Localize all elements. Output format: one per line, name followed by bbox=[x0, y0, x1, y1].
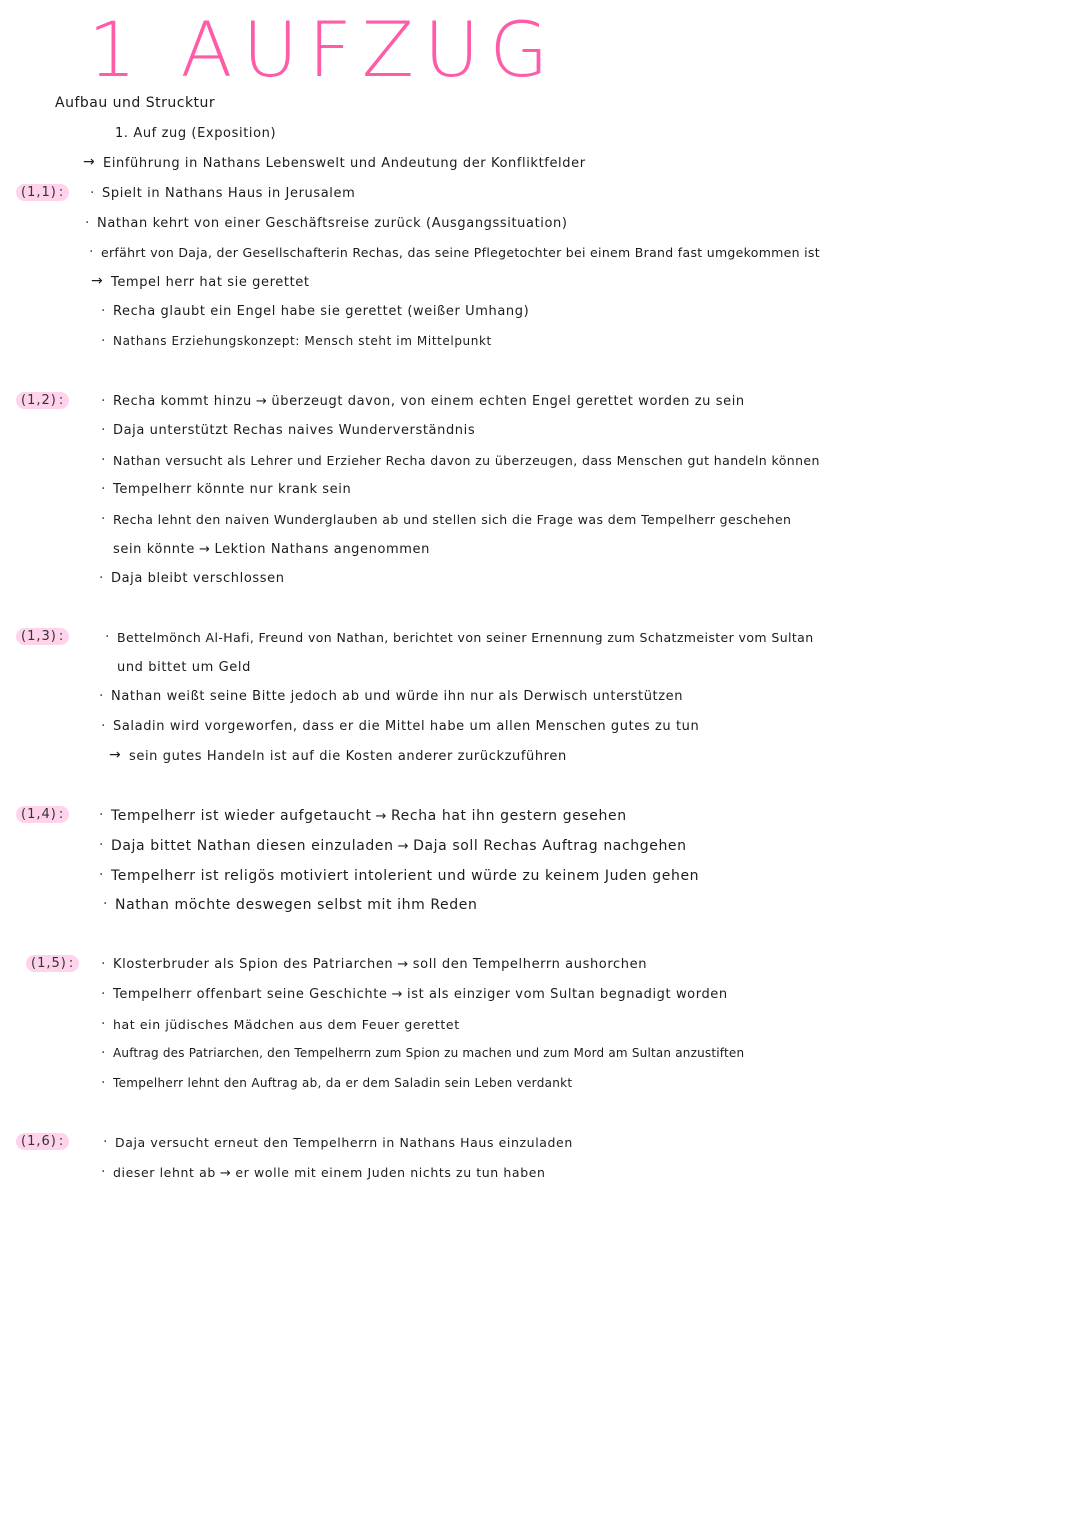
scene-1-2-line: · Recha lehnt den naiven Wunderglauben ab und stellen sich die Frage was dem Tempelherr geschehen bbox=[113, 512, 791, 528]
scene-1-4-text: Daja bittet Nathan diesen einzuladen bbox=[111, 838, 394, 854]
scene-1-1-line: · Recha glaubt ein Engel habe sie gerettet (weißer Umhang) bbox=[113, 304, 529, 320]
scene-1-5-line bbox=[113, 987, 728, 1003]
arrow-right-icon: → bbox=[255, 394, 268, 409]
arrow-right-icon: → bbox=[397, 957, 409, 972]
scene-1-4-text: Recha hat ihn gestern gesehen bbox=[390, 808, 627, 824]
scene-1-5-line bbox=[113, 957, 647, 973]
scene-1-5-line: · Auftrag des Patriarchen, den Tempelherrn zum Spion zu machen und zum Mord am Sultan anzustiften bbox=[113, 1046, 744, 1061]
intro-heading: 1. Auf zug (Exposition) bbox=[115, 126, 277, 141]
scene-label-1-1: (1,1) : bbox=[16, 184, 69, 201]
scene-label-1-4: (1,4) : bbox=[16, 806, 69, 823]
scene-1-1-line: · Spielt in Nathans Haus in Jerusalem bbox=[102, 186, 355, 202]
scene-1-1-line: · Nathans Erziehungskonzept: Mensch steht im Mittelpunkt bbox=[113, 334, 492, 349]
scene-label-1-6: (1,6) : bbox=[16, 1133, 69, 1150]
intro-overview: → Einführung in Nathans Lebenswelt und Andeutung der Konfliktfelder bbox=[103, 156, 586, 172]
scene-1-6-text: dieser lehnt ab bbox=[113, 1165, 216, 1180]
scene-1-4-line bbox=[111, 808, 627, 826]
arrow-right-icon: → bbox=[198, 542, 211, 557]
scene-1-3-line: und bittet um Geld bbox=[117, 660, 251, 675]
scene-1-6-text: er wolle mit einem Juden nichts zu tun haben bbox=[235, 1165, 546, 1180]
scene-1-2-line: · Daja unterstützt Rechas naives Wunderverständnis bbox=[113, 423, 475, 439]
arrow-right-icon: → bbox=[391, 987, 403, 1002]
scene-1-2-line: · Daja bleibt verschlossen bbox=[111, 571, 285, 587]
scene-1-6-line: · Daja versucht erneut den Tempelherrn in Nathans Haus einzuladen bbox=[115, 1135, 573, 1151]
scene-1-3-line: · Saladin wird vorgeworfen, dass er die Mittel habe um allen Menschen gutes zu tun bbox=[113, 719, 699, 735]
scene-1-2-line bbox=[113, 394, 745, 410]
scene-1-2-line: · Nathan versucht als Lehrer und Erzieher Recha davon zu überzeugen, dass Menschen gut handeln können bbox=[113, 453, 820, 469]
scene-1-2-text: Lektion Nathans angenommen bbox=[214, 542, 430, 557]
scene-1-5-line: · Tempelherr lehnt den Auftrag ab, da er dem Saladin sein Leben verdankt bbox=[113, 1076, 572, 1091]
scene-label-1-3: (1,3) : bbox=[16, 628, 69, 645]
scene-1-5-text: ist als einziger vom Sultan begnadigt worden bbox=[407, 987, 728, 1002]
scene-1-6-line bbox=[113, 1165, 546, 1182]
scene-1-4-line: · Tempelherr ist religös motiviert intolerient und würde zu keinem Juden gehen bbox=[111, 868, 699, 886]
scene-1-2-text: überzeugt davon, von einem echten Engel gerettet worden zu sein bbox=[271, 394, 745, 409]
subtitle: Aufbau und Strucktur bbox=[55, 95, 216, 111]
scene-1-1-line: · erfährt von Daja, der Gesellschafterin Rechas, das seine Pflegetochter bei einem Brand fast umgekommen ist bbox=[101, 245, 820, 261]
scene-1-5-text: Klosterbruder als Spion des Patriarchen bbox=[113, 957, 394, 972]
arrow-right-icon: → bbox=[397, 839, 410, 854]
scene-1-2-line bbox=[113, 542, 430, 558]
scene-1-2-text: Recha kommt hinzu bbox=[113, 394, 252, 409]
scene-1-1-line: → Tempel herr hat sie gerettet bbox=[111, 275, 310, 291]
scene-1-2-text: sein könnte bbox=[113, 542, 195, 557]
scene-1-4-text: Daja soll Rechas Auftrag nachgehen bbox=[413, 838, 687, 854]
scene-1-4-text: Tempelherr ist wieder aufgetaucht bbox=[111, 808, 372, 824]
scene-1-3-line: → sein gutes Handeln ist auf die Kosten anderer zurückzuführen bbox=[129, 749, 567, 765]
scene-label-1-5: (1,5) : bbox=[26, 955, 79, 972]
scene-1-3-line: · Bettelmönch Al-Hafi, Freund von Nathan, berichtet von seiner Ernennung zum Schatzmeister vom Sultan bbox=[117, 630, 814, 646]
arrow-right-icon: → bbox=[375, 809, 387, 824]
scene-1-5-line: · hat ein jüdisches Mädchen aus dem Feuer gerettet bbox=[113, 1017, 460, 1033]
scene-1-2-line: · Tempelherr könnte nur krank sein bbox=[113, 482, 351, 498]
scene-1-3-line: · Nathan weißt seine Bitte jedoch ab und würde ihn nur als Derwisch unterstützen bbox=[111, 689, 683, 705]
arrow-right-icon: → bbox=[219, 1166, 232, 1181]
scene-1-5-text: soll den Tempelherrn aushorchen bbox=[412, 957, 648, 972]
scene-1-4-line: · Nathan möchte deswegen selbst mit ihm Reden bbox=[115, 897, 477, 915]
scene-1-4-line bbox=[111, 838, 687, 856]
scene-1-1-line: · Nathan kehrt von einer Geschäftsreise zurück (Ausgangssituation) bbox=[97, 216, 568, 232]
scene-1-5-text: Tempelherr offenbart seine Geschichte bbox=[113, 987, 388, 1002]
page-title: 1 AUFZUG bbox=[88, 5, 559, 94]
scene-label-1-2: (1,2) : bbox=[16, 392, 69, 409]
